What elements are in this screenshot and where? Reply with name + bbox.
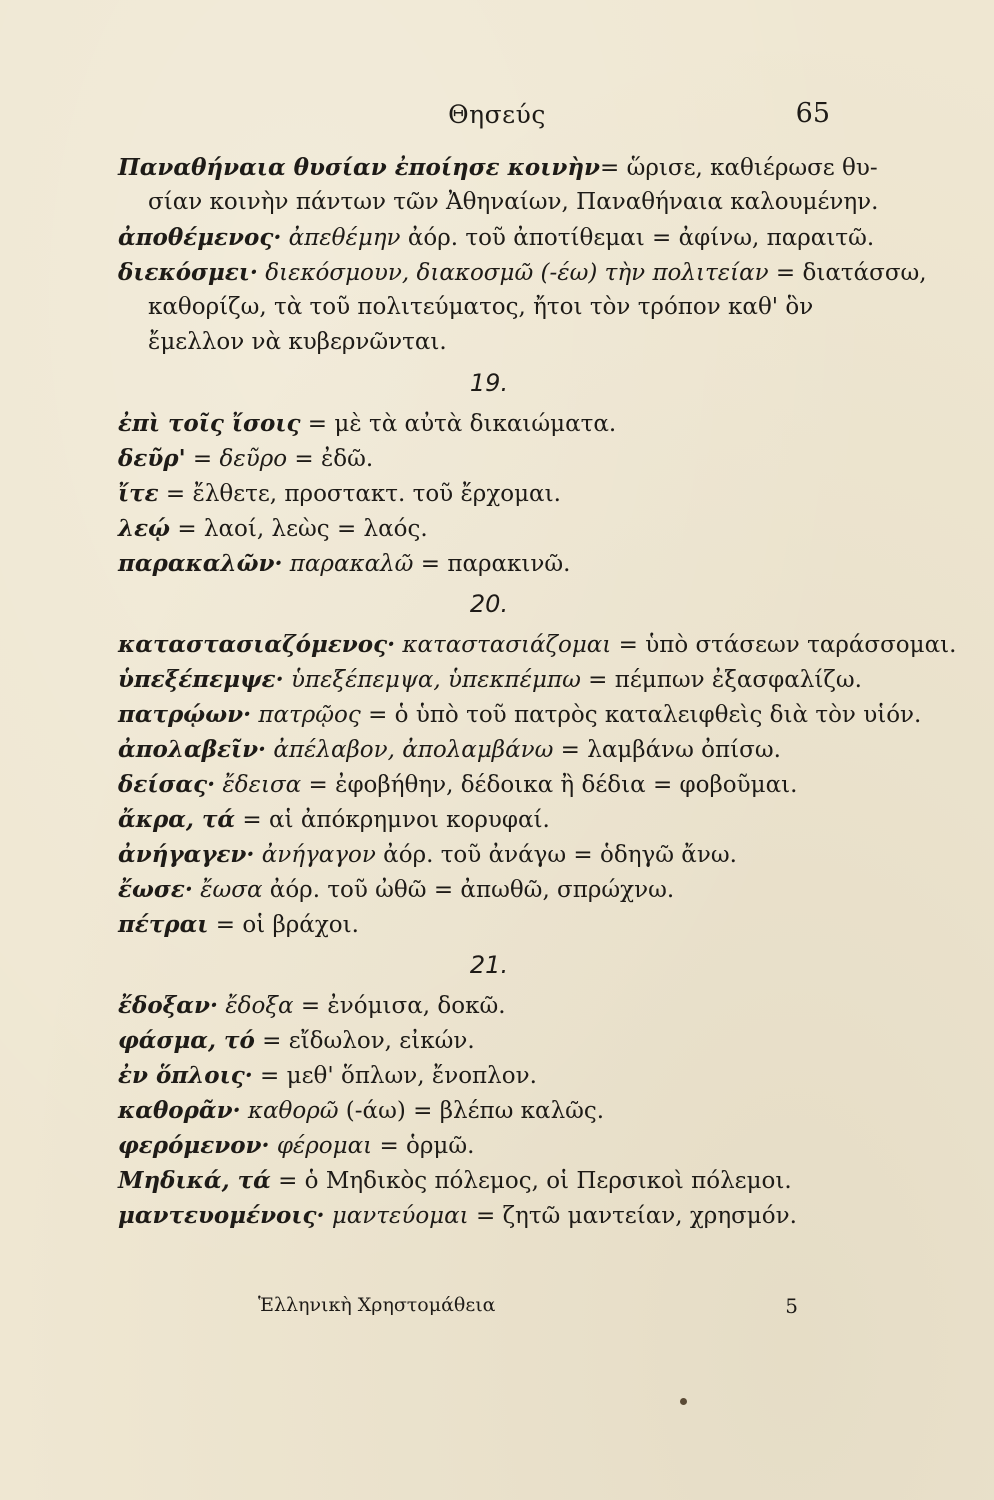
definition-text: = πέμπων ἐξασφαλίζω. xyxy=(580,667,862,693)
glossary-entry xyxy=(118,511,834,546)
glossary-entry xyxy=(118,627,957,662)
footer-title: Ἑλληνικὴ Χρηστομάθεια xyxy=(258,1294,496,1316)
definition-text: (-άω) = βλέπω καλῶς. xyxy=(338,1098,605,1124)
headword: καταστασιαζόμενος· xyxy=(118,631,396,658)
glossary-entry xyxy=(118,1198,834,1233)
form-note: ἀνήγαγον xyxy=(254,842,376,868)
glossary-entry xyxy=(118,255,927,290)
headword: λεῴ xyxy=(118,515,171,542)
glossary-entry xyxy=(118,406,834,441)
glossary-entry xyxy=(118,872,834,907)
glossary-entry xyxy=(118,697,922,732)
headword: ἀνήγαγεν· xyxy=(118,841,255,868)
form-note: = δεῦρο xyxy=(185,446,288,472)
definition-text: ἀόρ. τοῦ ὠθῶ = ἀπωθῶ, σπρώχνω. xyxy=(262,877,675,903)
section-number: 19. xyxy=(469,369,509,397)
definition-text: = ὁ Μηδικὸς πόλεμος, οἱ Περσικοὶ πόλεμοι. xyxy=(270,1168,792,1194)
glossary-entry xyxy=(118,662,862,697)
glossary-entry xyxy=(118,802,834,837)
definition-text: = λαμβάνω ὀπίσω. xyxy=(553,737,781,763)
form-note: ἀπέλαβον, ἀπολαμβάνω xyxy=(266,737,554,763)
headword: ἐν ὅπλοις· xyxy=(118,1062,253,1089)
glossary-entry xyxy=(118,1163,834,1198)
glossary-entry xyxy=(118,732,834,767)
headword: ἔδοξαν· xyxy=(118,992,218,1019)
section-number: 20. xyxy=(469,590,509,618)
definition-text: = μεθ' ὅπλων, ἔνοπλον. xyxy=(252,1063,537,1089)
headword: φερόμενον· xyxy=(118,1132,270,1159)
definition-text: = ἐφοβήθην, δέδοικα ἢ δέδια = φοβοῦμαι. xyxy=(301,772,798,798)
headword: πατρῴων· xyxy=(118,701,252,728)
definition-text: = μὲ τὰ αὐτὰ δικαιώματα. xyxy=(300,411,617,437)
form-note: καταστασιάζομαι xyxy=(395,632,612,658)
entry-continuation xyxy=(118,185,879,220)
form-note: μαντεύομαι xyxy=(324,1203,469,1229)
definition-text: = ὁ ὑπὸ τοῦ πατρὸς καταλειφθεὶς διὰ τὸν υἱόν. xyxy=(360,702,922,728)
form-note: ὑπεξέπεμψα, ὑπεκπέμπω xyxy=(283,667,581,693)
page-number: 65 xyxy=(795,98,830,129)
headword: πέτραι xyxy=(118,911,209,938)
headword: καθορᾶν· xyxy=(118,1097,241,1124)
definition-text: = εἴδωλον, εἰκών. xyxy=(254,1028,475,1054)
form-note: ἔδοξα xyxy=(217,993,294,1019)
form-note: καθορῶ xyxy=(240,1098,339,1124)
headword: δεῦρ' xyxy=(118,445,186,472)
glossary-entry xyxy=(118,1128,834,1163)
glossary-entry xyxy=(118,220,875,255)
glossary-entry xyxy=(118,150,878,185)
form-note: πατρῷος xyxy=(251,702,361,728)
definition-text: = οἱ βράχοι. xyxy=(208,912,359,938)
glossary-entry xyxy=(118,1058,834,1093)
running-title: Θησεύς xyxy=(448,100,546,129)
glossary-entry xyxy=(118,1023,834,1058)
form-note: ἔδεισα xyxy=(215,772,302,798)
ink-spot xyxy=(680,1398,687,1405)
glossary-entry xyxy=(118,837,834,872)
headword: ἐπὶ τοῖς ἴσοις xyxy=(118,410,301,437)
definition-text: = ἔλθετε, προστακτ. τοῦ ἔρχομαι. xyxy=(158,481,561,507)
headword: ἴτε xyxy=(118,480,159,507)
headword: ὑπεξέπεμψε· xyxy=(118,666,284,693)
definition-text: = ἐδῶ. xyxy=(287,446,374,472)
headword: ἀπολαβεῖν· xyxy=(118,736,267,763)
headword: φάσμα, τό xyxy=(118,1027,255,1054)
headword: παρακαλῶν· xyxy=(118,550,283,577)
headword: δείσας· xyxy=(118,771,216,798)
entry-continuation xyxy=(118,290,834,325)
form-note: παρακαλῶ xyxy=(282,551,414,577)
definition-text: = ὑπὸ στάσεων ταράσσομαι. xyxy=(611,632,957,658)
definition-text: = διατάσσω, xyxy=(768,260,927,286)
definition-text: = ὁρμῶ. xyxy=(372,1133,475,1159)
form-note: ἀπεθέμην xyxy=(281,225,401,251)
glossary-entry xyxy=(118,767,834,802)
definition-text: = αἱ ἀπόκρημνοι κορυφαί. xyxy=(235,807,550,833)
definition-text: = ἐνόμισα, δοκῶ. xyxy=(293,993,506,1019)
definition-text: σίαν κοινὴν πάντων τῶν Ἀθηναίων, Παναθήναια καλουμένην. xyxy=(148,189,879,215)
glossary-entry xyxy=(118,1093,834,1128)
form-note: φέρομαι xyxy=(269,1133,373,1159)
headword: ἀποθέμενος· xyxy=(118,224,282,251)
glossary-entry xyxy=(118,441,834,476)
definition-text: = ζητῶ μαντείαν, χρησμόν. xyxy=(468,1203,797,1229)
form-note: διεκόσμουν, διακοσμῶ (-έω) τὴν πολιτείαν xyxy=(257,260,769,286)
definition-text: = ὥρισε, καθιέρωσε θυ- xyxy=(600,155,878,181)
entry-continuation xyxy=(118,325,834,360)
definition-text: = παρακινῶ. xyxy=(413,551,571,577)
glossary-entry xyxy=(118,546,834,581)
headword: μαντευομένοις· xyxy=(118,1202,325,1229)
glossary-entry xyxy=(118,988,834,1023)
definition-text: = λαοί, λεὼς = λαός. xyxy=(170,516,428,542)
definition-text: ἔμελλον νὰ κυβερνῶνται. xyxy=(148,329,447,355)
headword: διεκόσμει· xyxy=(118,259,258,286)
definition-text: καθορίζω, τὰ τοῦ πολιτεύματος, ἤτοι τὸν τρόπον καθ' ὃν xyxy=(148,294,814,320)
form-note: ἔωσα xyxy=(192,877,263,903)
section-number: 21. xyxy=(469,951,509,979)
glossary-body xyxy=(118,150,957,1233)
headword: Παναθήναια θυσίαν ἐποίησε κοινὴν xyxy=(118,154,601,181)
glossary-entry xyxy=(118,907,834,942)
headword: Μηδικά, τά xyxy=(118,1167,271,1194)
signature-mark: 5 xyxy=(785,1294,798,1318)
glossary-entry xyxy=(118,476,834,511)
headword: ἔωσε· xyxy=(118,876,193,903)
definition-text: ἀόρ. τοῦ ἀποτίθεμαι = ἀφίνω, παραιτῶ. xyxy=(400,225,875,251)
headword: ἄκρα, τά xyxy=(118,806,236,833)
definition-text: ἀόρ. τοῦ ἀνάγω = ὁδηγῶ ἄνω. xyxy=(375,842,737,868)
